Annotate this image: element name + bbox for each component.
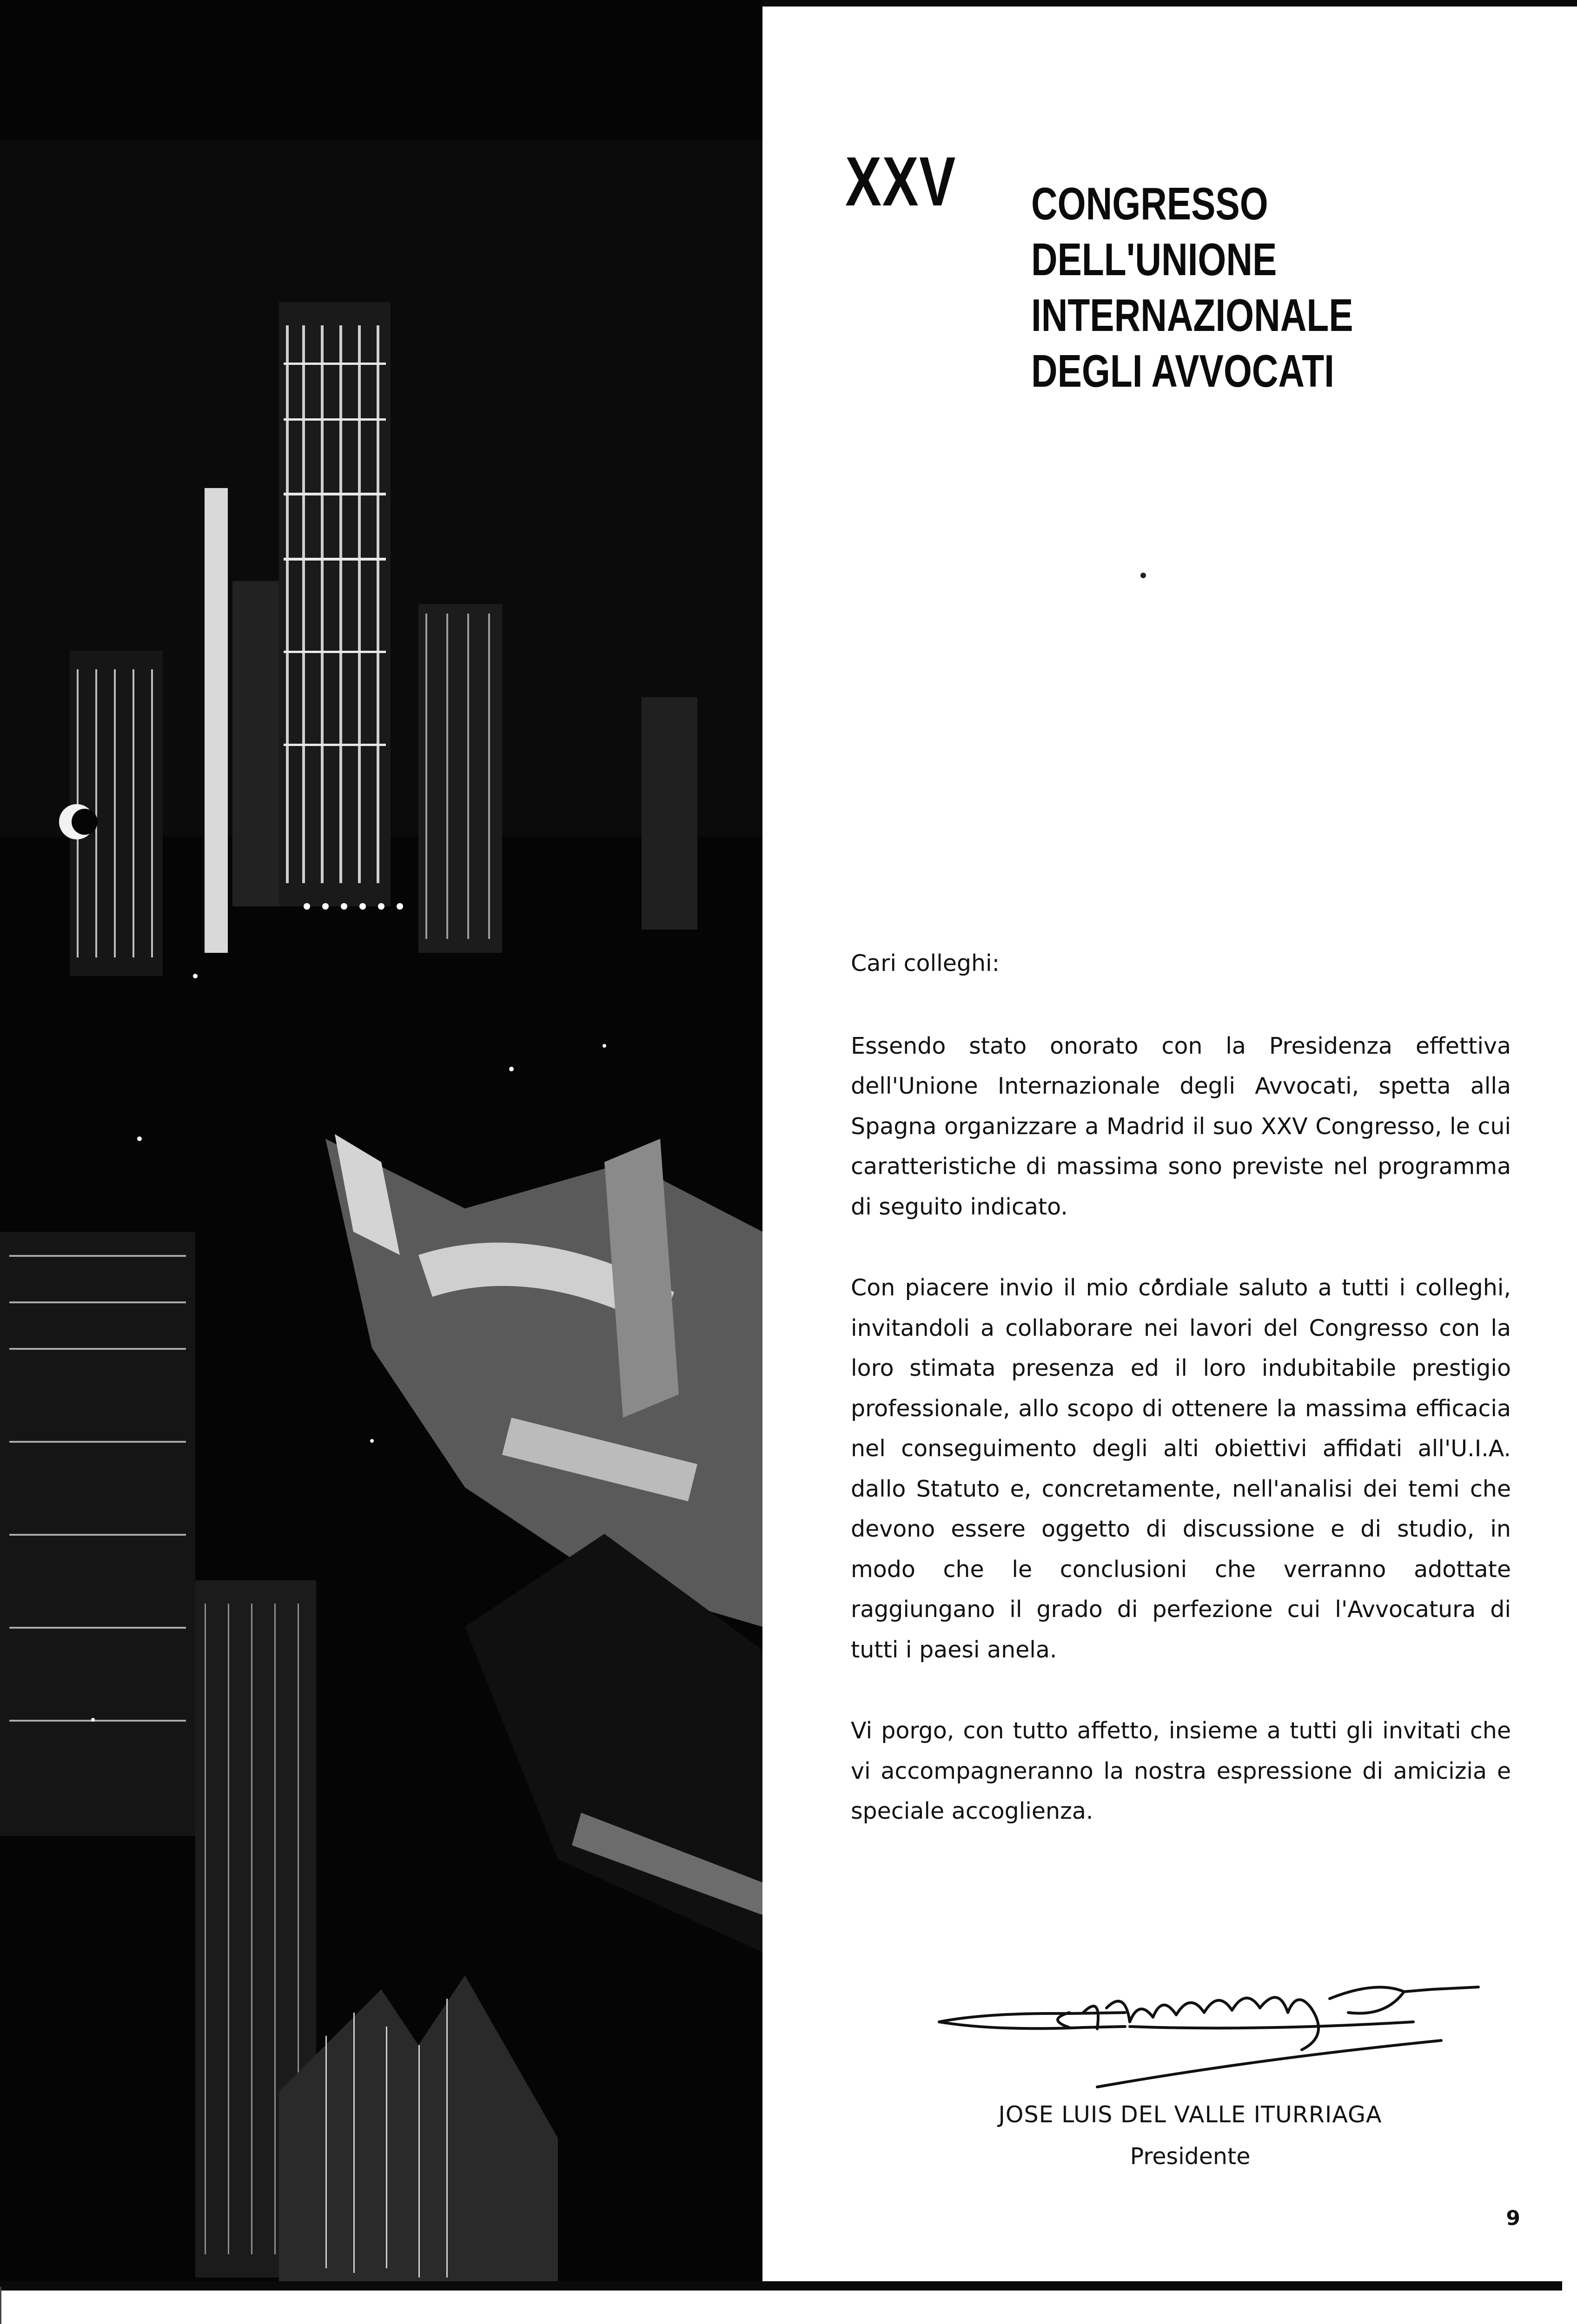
welcome-letter xyxy=(851,944,1511,1873)
night-city-photo-graphic xyxy=(0,0,762,2287)
letter-greeting: Cari colleghi: xyxy=(851,950,1000,977)
title-line: INTERNAZIONALE xyxy=(1031,290,1353,341)
night-city-photo xyxy=(0,0,762,2287)
signatory-name: JOSE LUIS DEL VALLE ITURRIAGA xyxy=(998,2101,1382,2128)
letter-paragraph: Con piacere invio il mio cordiale saluto a tutti i colleghi, invitandoli a collaborare nei lavori del Congresso con la loro stimata presenza ed il loro indubitabile prestigio professionale, allo scopo di ottenere la massima efficacia nel conseguimento degli alti obiettivi affidati all'U.I.A. dallo Statuto e, concretamente, nell'analisi dei temi che devono essere oggetto di discussione e di studio, in modo che le conclusioni che verranno adottate raggiungano il grado di perfezione cui l'Avvocatura di tutti i paesi anela. xyxy=(851,1274,1511,1663)
bottom-rule xyxy=(0,2281,1562,2291)
title-line: DELL'UNIONE xyxy=(1031,234,1277,285)
handwritten-signature xyxy=(930,1943,1506,2101)
title-line: DEGLI AVVOCATI xyxy=(1031,345,1334,396)
letter-paragraph: Essendo stato onorato con la Presidenza effettiva dell'Unione Internazionale degli Avvocati, spetta alla Spagna organizzare a Madrid il suo XXV Congresso, le cui caratteristiche di massima sono previste nel programma di seguito indicato. xyxy=(851,1032,1511,1220)
congress-number: XXV xyxy=(845,142,956,220)
congress-title xyxy=(1031,176,1434,399)
title-line: CONGRESSO xyxy=(1031,178,1268,229)
letter-paragraph: Vi porgo, con tutto affetto, insieme a tutti gli invitati che vi accompagneranno la nostra espressione di amicizia e speciale accoglienza. xyxy=(851,1717,1511,1824)
margin-line xyxy=(0,2287,1,2324)
ink-speck xyxy=(1140,573,1146,578)
signatory-role: Presidente xyxy=(1130,2143,1251,2170)
page-number: 9 xyxy=(1506,2206,1520,2230)
